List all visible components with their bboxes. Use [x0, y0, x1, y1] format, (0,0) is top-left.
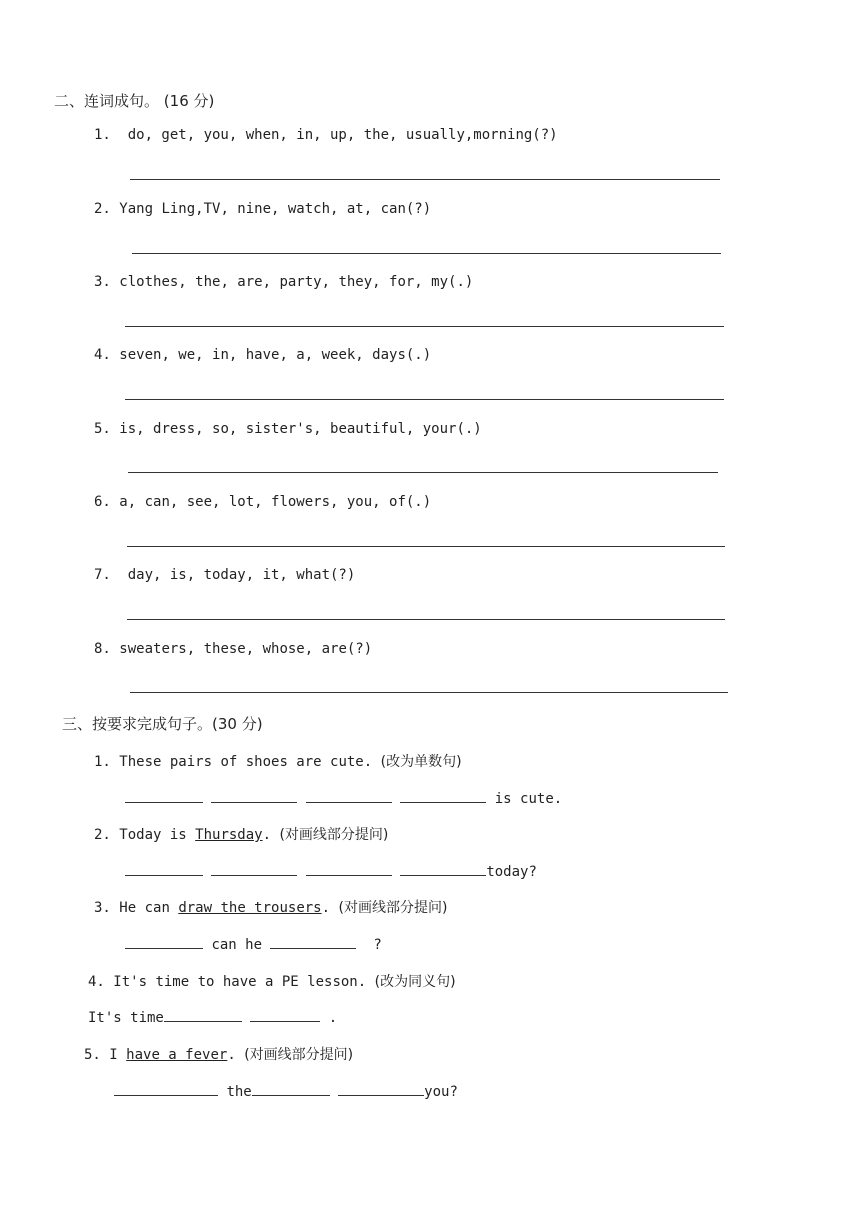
question-sentence-end: .	[321, 900, 331, 916]
question-instruction: (对画线部分提问)	[279, 827, 389, 843]
answer-blank[interactable]	[306, 861, 392, 876]
answer-line[interactable]	[128, 472, 718, 473]
transform-question-4	[88, 971, 456, 991]
answer-tail: .	[328, 1010, 338, 1026]
question-number: 4.	[88, 974, 105, 990]
question-number: 1.	[94, 754, 111, 770]
reorder-item-8	[94, 641, 372, 657]
item-number: 4.	[94, 347, 111, 363]
question-number: 3.	[94, 900, 111, 916]
answer-blank[interactable]	[164, 1007, 242, 1022]
answer-blank[interactable]	[306, 788, 392, 803]
section2-title: 二、连词成句。	[54, 92, 160, 110]
question-sentence-start: He can	[119, 900, 179, 916]
item-number: 2.	[94, 201, 111, 217]
answer-line[interactable]	[127, 619, 725, 620]
underlined-part: have a fever	[126, 1047, 228, 1063]
answer-line[interactable]	[130, 692, 728, 693]
item-words: seven, we, in, have, a, week, days(.)	[119, 347, 432, 363]
answer-tail: is cute.	[494, 791, 563, 807]
question-sentence-end: .	[227, 1047, 236, 1063]
reorder-item-5	[94, 421, 482, 437]
answer-blank[interactable]	[400, 788, 486, 803]
question-sentence-start: I	[109, 1047, 127, 1063]
item-words: is, dress, so, sister's, beautiful, your(.)	[119, 421, 482, 437]
item-words: sweaters, these, whose, are(?)	[119, 641, 373, 657]
item-number: 3.	[94, 274, 111, 290]
item-words: clothes, the, are, party, they, for, my(.)	[119, 274, 474, 290]
answer-line[interactable]	[132, 253, 721, 254]
answer-row-5	[114, 1081, 458, 1100]
question-number: 2.	[94, 827, 111, 843]
answer-row-1	[125, 788, 562, 807]
answer-blank[interactable]	[338, 1081, 424, 1096]
answer-row-2	[125, 861, 537, 880]
reorder-item-1	[94, 127, 558, 143]
answer-tail: ?	[373, 937, 382, 953]
item-number: 6.	[94, 494, 111, 510]
section3-heading: 三、按要求完成句子。(30 分)	[62, 715, 263, 733]
question-instruction: (改为单数句)	[380, 754, 462, 770]
item-words: do, get, you, when, in, up, the, usually,morning(?)	[127, 127, 558, 143]
answer-start: It's time	[88, 1010, 164, 1026]
transform-question-2	[94, 824, 388, 844]
answer-line[interactable]	[130, 179, 720, 180]
reorder-item-6	[94, 494, 431, 510]
answer-blank[interactable]	[125, 861, 203, 876]
answer-row-3	[125, 934, 382, 953]
question-number: 5.	[84, 1047, 101, 1063]
question-sentence: These pairs of shoes are cute.	[119, 754, 373, 770]
question-instruction: (对画线部分提问)	[244, 1047, 354, 1063]
transform-question-3	[94, 897, 447, 917]
answer-row-4	[88, 1007, 337, 1026]
section2-score: (16 分)	[163, 92, 215, 110]
answer-middle: can he	[211, 937, 263, 953]
item-number: 8.	[94, 641, 111, 657]
section2-heading	[54, 90, 214, 111]
reorder-item-4	[94, 347, 431, 363]
item-words: a, can, see, lot, flowers, you, of(.)	[119, 494, 432, 510]
answer-middle: the	[226, 1084, 252, 1100]
answer-blank[interactable]	[270, 934, 356, 949]
transform-question-5	[84, 1044, 353, 1064]
item-words: Yang Ling,TV, nine, watch, at, can(?)	[119, 201, 432, 217]
item-number: 5.	[94, 421, 111, 437]
reorder-item-3	[94, 274, 473, 290]
answer-blank[interactable]	[211, 788, 297, 803]
item-number: 1.	[94, 127, 111, 143]
reorder-item-7	[94, 567, 355, 583]
answer-blank[interactable]	[125, 934, 203, 949]
answer-blank[interactable]	[114, 1081, 218, 1096]
answer-tail: you?	[424, 1084, 458, 1100]
answer-line[interactable]	[125, 399, 724, 400]
reorder-item-2	[94, 201, 431, 217]
answer-blank[interactable]	[400, 861, 486, 876]
answer-blank[interactable]	[125, 788, 203, 803]
question-instruction: (改为同义句)	[374, 974, 456, 990]
underlined-part: draw the trousers	[178, 900, 322, 916]
answer-line[interactable]	[127, 546, 725, 547]
transform-question-1	[94, 751, 462, 771]
answer-line[interactable]	[125, 326, 724, 327]
item-words: day, is, today, it, what(?)	[127, 567, 356, 583]
underlined-part: Thursday	[195, 827, 263, 843]
question-sentence-start: Today is	[119, 827, 196, 843]
answer-blank[interactable]	[252, 1081, 330, 1096]
question-instruction: (对画线部分提问)	[338, 900, 448, 916]
answer-tail: today?	[486, 864, 537, 880]
question-sentence: It's time to have a PE lesson.	[113, 974, 367, 990]
answer-blank[interactable]	[250, 1007, 320, 1022]
item-number: 7.	[94, 567, 111, 583]
question-sentence-end: .	[262, 827, 272, 843]
answer-blank[interactable]	[211, 861, 297, 876]
